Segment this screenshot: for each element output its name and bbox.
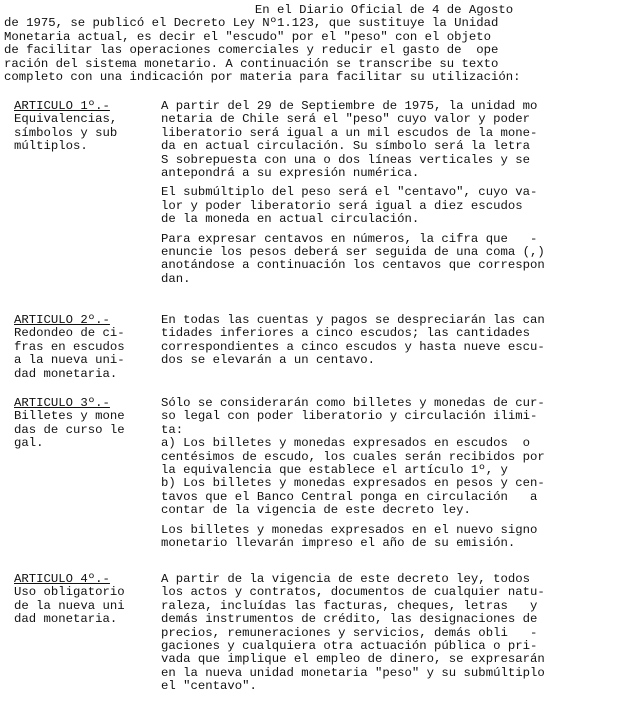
text-line: el "centavo". xyxy=(161,679,257,694)
text-line: Los billetes y monedas expresados en el nuevo signo xyxy=(161,522,538,537)
text-line: lor y poder liberatorio será igual a diez escudos xyxy=(161,198,523,213)
text-line: ta: xyxy=(161,422,184,437)
text-line: netaria de Chile será el "peso" cuyo valor y poder xyxy=(161,112,530,127)
article-heading: ARTICULO 1º.- xyxy=(14,99,110,113)
text-line: tidades inferiores a cinco escudos; las cantidades xyxy=(161,326,530,341)
text-line: El submúltiplo del peso será el "centavo", cuyo va- xyxy=(161,185,538,200)
intro-line: En el Diario Oficial de 4 de Agosto xyxy=(4,3,514,17)
text-line: precios, remuneraciones y servicios, demás obli - xyxy=(161,625,538,640)
text-line: centésimos de escudo, los cuales serán recibidos por xyxy=(161,449,545,464)
text-line: en la nueva unidad monetaria "peso" y su submúltiplo xyxy=(161,665,545,680)
text-line: dan. xyxy=(161,271,191,286)
text-line: En todas las cuentas y pagos se despreciarán las can xyxy=(161,313,545,327)
article-heading: ARTICULO 2º.- xyxy=(14,313,110,327)
intro-paragraph xyxy=(4,4,626,84)
text-line: raleza, incluídas las facturas, cheques, letras y xyxy=(161,598,538,613)
text-line: anotándose a continuación los centavos que correspon xyxy=(161,258,545,273)
article-paragraph xyxy=(161,233,626,287)
intro-line: ración del sistema monetario. A continuación se transcribe su texto xyxy=(4,56,499,71)
article-label xyxy=(14,573,152,627)
article-subject-line: gal. xyxy=(14,436,44,451)
article-subject-line: de la nueva uni xyxy=(14,598,125,613)
text-line: a) Los billetes y monedas expresados en escudos o xyxy=(161,436,530,451)
text-line: S sobrepuesta con una o dos líneas verticales y se xyxy=(161,152,530,167)
text-line: b) Los billetes y monedas expresados en pesos y cen- xyxy=(161,476,545,491)
article-heading: ARTICULO 4º.- xyxy=(14,572,110,586)
article-subject-line: Uso obligatorio xyxy=(14,585,125,600)
article-subject-line: Equivalencias, xyxy=(14,112,118,127)
article-subject-line: das de curso le xyxy=(14,422,125,437)
article-subject-line: dad monetaria. xyxy=(14,612,118,627)
text-line: liberatorio será igual a un mil escudos de la mone- xyxy=(161,125,538,140)
text-line: de la moneda en actual circulación. xyxy=(161,212,420,227)
text-line: Sólo se considerarán como billetes y monedas de cur- xyxy=(161,396,545,410)
text-line: Para expresar centavos en números, la cifra que - xyxy=(161,231,538,246)
text-line: gaciones y cualquiera otra actuación pública o pri- xyxy=(161,638,538,653)
text-line: dos se elevarán a un centavo. xyxy=(161,353,376,368)
text-line: enuncie los pesos deberá ser seguida de una coma (,) xyxy=(161,244,545,259)
text-line: A partir del 29 de Septiembre de 1975, la unidad mo xyxy=(161,99,538,113)
text-line: contar de la vigencia de este decreto ley. xyxy=(161,503,471,518)
text-line: monetario llevarán impreso el año de su emisión. xyxy=(161,535,516,550)
article-paragraph xyxy=(161,100,626,180)
article-subject-line: múltiplos. xyxy=(14,139,88,154)
text-line: da en actual circulación. Su símbolo será la letra xyxy=(161,139,530,154)
article-label xyxy=(14,100,152,154)
article-body xyxy=(161,100,626,292)
article-paragraph xyxy=(161,186,626,226)
article-subject-line: fras en escudos xyxy=(14,339,125,354)
intro-line: completo con una indicación por materia para facilitar su utilización: xyxy=(4,69,521,84)
article-subject-line: Billetes y mone xyxy=(14,409,125,424)
article-subject-line: a la nueva uni- xyxy=(14,353,125,368)
article-paragraph xyxy=(161,314,626,368)
text-line: correspondientes a cinco escudos y hasta nueve escu- xyxy=(161,339,545,354)
article-paragraph xyxy=(161,524,626,551)
text-line: tavos que el Banco Central ponga en circulación a xyxy=(161,489,538,504)
article-subject-line: símbolos y sub xyxy=(14,125,118,140)
article-body xyxy=(161,314,626,374)
text-line: A partir de la vigencia de este decreto ley, todos xyxy=(161,572,530,586)
article-paragraph xyxy=(161,573,626,694)
article-body xyxy=(161,397,626,556)
text-line: los actos y contratos, documentos de cualquier natu- xyxy=(161,585,545,600)
text-line: antepondrá a su expresión numérica. xyxy=(161,165,420,180)
intro-line: Monetaria actual, es decir el "escudo" por el "peso" con el objeto xyxy=(4,29,492,44)
article-subject-line: dad monetaria. xyxy=(14,366,118,381)
text-line: so legal con poder liberatorio y circulación ilimi- xyxy=(161,409,538,424)
text-line: vada que implique el empleo de dinero, se expresarán xyxy=(161,652,545,667)
text-line: demás instrumentos de crédito, las designaciones de xyxy=(161,612,538,627)
article-paragraph xyxy=(161,397,626,518)
intro-line: de 1975, se publicó el Decreto Ley Nº1.123, que sustituye la Unidad xyxy=(4,16,499,31)
article-label xyxy=(14,314,152,381)
article-body xyxy=(161,573,626,700)
intro-line: de facilitar las operaciones comerciales y reducir el gasto de ope xyxy=(4,43,499,58)
article-heading: ARTICULO 3º.- xyxy=(14,396,110,410)
article-subject-line: Redondeo de ci- xyxy=(14,326,125,341)
text-line: la equivalencia que establece el artículo 1º, y xyxy=(161,462,508,477)
article-label xyxy=(14,397,152,451)
